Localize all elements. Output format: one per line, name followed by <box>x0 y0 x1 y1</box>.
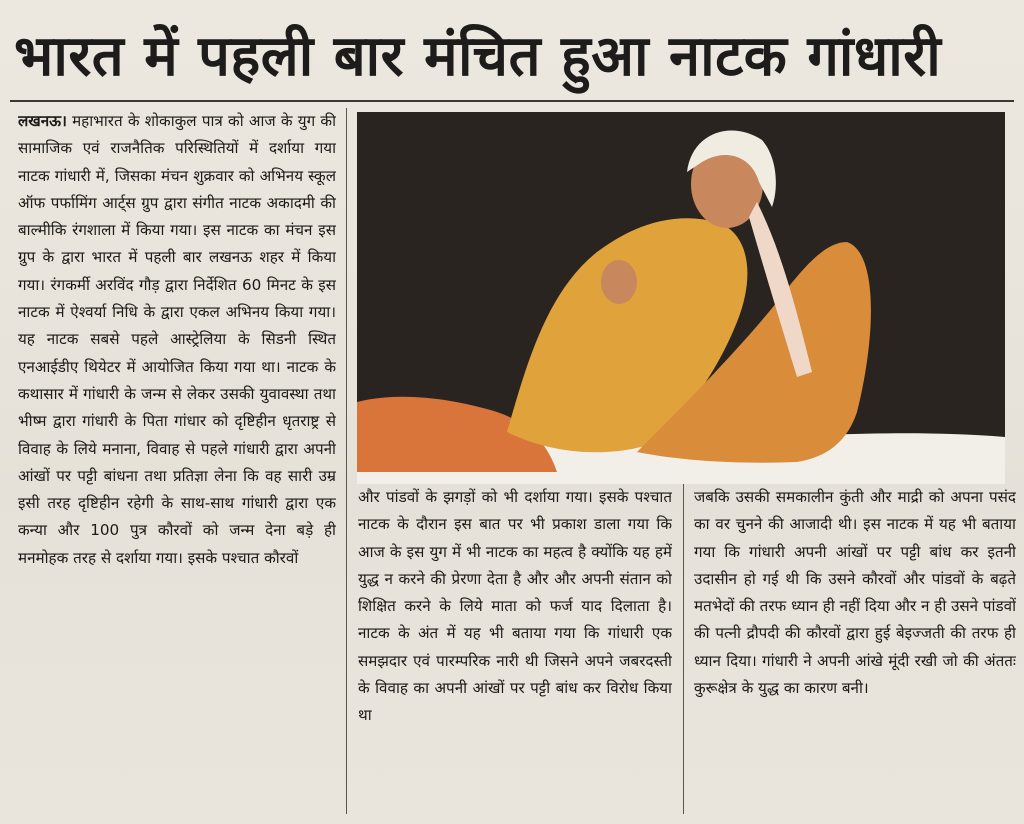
performance-photo <box>357 112 1005 484</box>
photo-illustration <box>357 112 1005 484</box>
column-1-text: महाभारत के शोकाकुल पात्र को आज के युग की सामाजिक एवं राजनैतिक परिस्थितियों में दर्शाया गया नाटक गांधारी में, जिसका मंचन शुक्रवार को अभिनय स्कूल ऑफ पर्फामिंग आर्ट्स ग्रुप द्वारा संगीत नाटक अकादमी की बाल्मीकि रंगशाला में किया गया। इस नाटक का मंचन इस ग्रुप के द्वारा भारत में पहली बार लखनऊ शहर में किया गया। रंगकर्मी अरविंद गौड़ द्वारा निर्देशित 60 मिनट के इस नाटक में ऐश्वर्या निधि के द्वारा एकल अभिनय किया गया। यह नाटक सबसे पहले आस्ट्रेलिया के सिडनी स्थित एनआईडीए थियेटर में आयोजित किया गया था। नाटक के कथासार में गांधारी के जन्म से लेकर उसकी युवावस्था तथा भीष्म द्वारा गांधारी के पिता गांधार को दृष्टिहीन धृतराष्ट्र से विवाह के लिये मनाना, विवाह से पहले गांधारी द्वारा अपनी आंखों पर पट्टी बांधना तथा प्रतिज्ञा लेना कि वह सारी उम्र इसी तरह दृष्टिहीन रहेगी के साथ-साथ गांधारी द्वारा एक कन्या और 100 पुत्र कौरवों को जन्म देना बड़े ही मनमोहक तरह से दर्शाया गया। इसके पश्चात कौरवों <box>18 112 336 567</box>
headline-rule <box>10 100 1014 102</box>
dateline: लखनऊ। <box>18 112 67 130</box>
article-column-1 <box>18 108 336 818</box>
article-column-3: जबकि उसकी समकालीन कुंती और माद्री को अपना पसंद का वर चुनने की आजादी थी। इस नाटक में यह भी बताया गया कि गांधारी अपनी आंखों पर पट्टी बांध कर इतनी उदासीन हो गई थी कि उसने कौरवों और पांडवों के बढ़ते मतभेदों की तरफ ध्यान ही नहीं दिया और न ही उसने पांडवों की पत्नी द्रौपदी की कौरवों द्वारा हुई बेइज्जती की तरफ ही ध्यान दिया। गांधारी ने अपनी आंखे मूंदी रखी जो की अंततः कुरूक्षेत्र के युद्ध का कारण बनी। <box>694 488 1016 698</box>
article-column-2: और पांडवों के झगड़ों को भी दर्शाया गया। इसके पश्चात नाटक के दौरान इस बात पर भी प्रकाश डाला गया कि आज के इस युग में भी नाटक का महत्व है क्योंकि यह हमें युद्ध न करने की प्रेरणा देता है और और अपनी संतान को शिक्षित करने के लिये माता को फर्ज याद दिलाता है। नाटक के अंत में यह भी बताया गया कि गांधारी एक समझदार एवं पारम्परिक नारी थी जिसने अपने जबरदस्ती के विवाह का अपनी आंखों पर पट्टी बांध कर विरोध किया था <box>358 488 672 725</box>
column-divider <box>346 108 347 814</box>
column-divider <box>683 484 684 814</box>
article-headline: भारत में पहली बार मंचित हुआ नाटक गांधारी <box>14 24 942 89</box>
